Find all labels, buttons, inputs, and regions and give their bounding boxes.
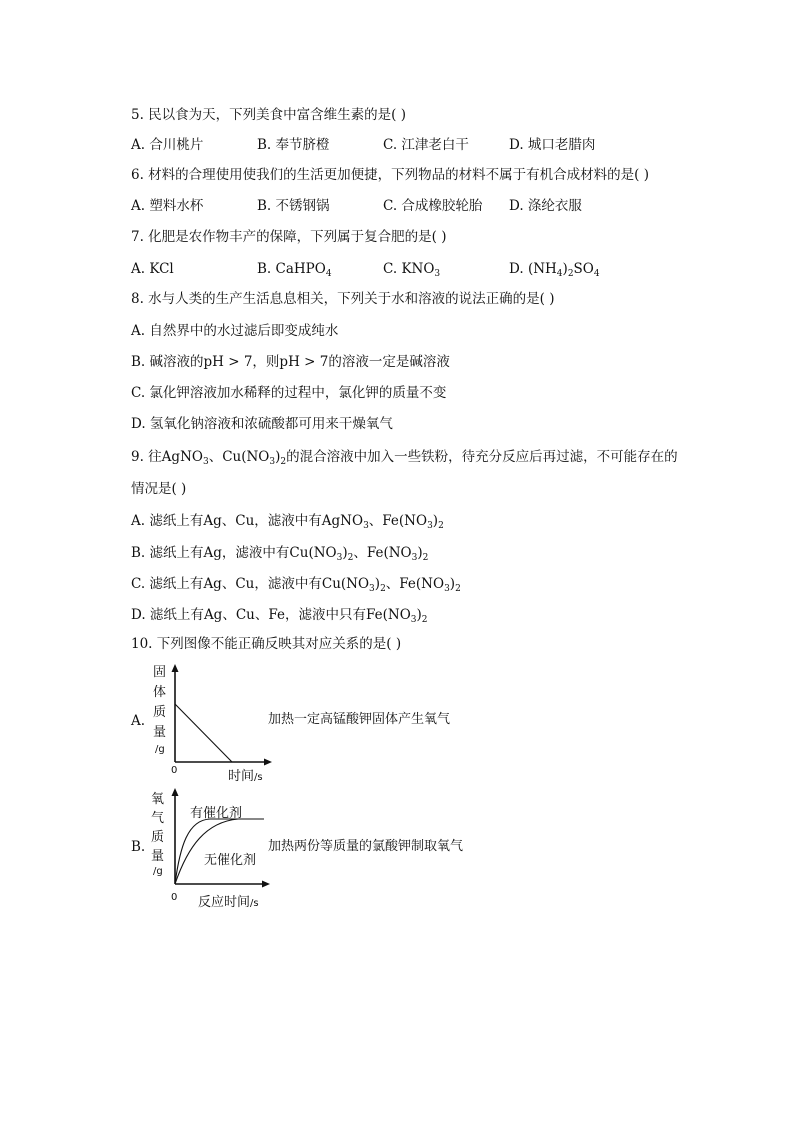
- q9-option-d: D. 滤纸上有Ag、Cu、Fe，滤液中只有$Fe(NO_3)_2$: [131, 607, 428, 625]
- graph-b-curve1-label: 有催化剂: [190, 806, 243, 821]
- q9-option-a: A. 滤纸上有Ag、Cu，滤液中有AgNO$_3$、$Fe(NO_3)_2$: [131, 513, 444, 531]
- graph-b-ylabel-1: 氧: [151, 792, 165, 807]
- graph-a-ylabel-1: 固: [153, 665, 167, 680]
- graph-b-ylabel-2: 气: [151, 811, 165, 826]
- graph-b-yunit: /g: [153, 866, 163, 877]
- q9-option-c: C. 滤纸上有Ag、Cu，滤液中有$Cu(NO_3)_2$、$Fe(NO_3)_2$: [131, 576, 461, 594]
- q6-option-d: D. 涤纶衣服: [509, 198, 582, 214]
- q5-option-c: C. 江津老白干: [383, 137, 469, 153]
- graph-a-y-arrow: [172, 664, 179, 672]
- graph-b-curve-catalyst: [175, 819, 264, 884]
- q7-stem: 7. 化肥是农作物丰产的保障，下列属于复合肥的是( ): [131, 229, 447, 245]
- graph-b-curve2-label: 无催化剂: [204, 853, 257, 868]
- q6-option-b: B. 不锈钢锅: [257, 198, 330, 214]
- q6-stem: 6. 材料的合理使用使我们的生活更加便捷，下列物品的材料不属于有机合成材料的是( ): [131, 167, 649, 183]
- graph-b-curve-no-catalyst: [175, 819, 264, 884]
- graph-a-origin: 0: [171, 765, 178, 776]
- graph-b-ylabel-4: 量: [151, 849, 165, 864]
- q9-stem: 9. 往AgNO$_3$、$Cu(NO_3)_2$的混合溶液中加入一些铁粉，待充分反应后再过滤，不可能存在的: [131, 449, 678, 467]
- q7-option-c: C. $KNO_3$: [383, 261, 441, 279]
- graph-a-ylabel-3: 质: [153, 705, 167, 720]
- q7-option-d: D. $(NH_4)_2SO_4$: [509, 261, 600, 279]
- graph-b-y-arrow: [172, 788, 179, 796]
- graph-a-yunit: /g: [155, 744, 165, 755]
- q8-option-c: C. 氯化钾溶液加水稀释的过程中，氯化钾的质量不变: [131, 385, 447, 401]
- q10-stem: 10. 下列图像不能正确反映其对应关系的是( ): [131, 636, 402, 652]
- q7-option-a: A. KCl: [131, 261, 174, 277]
- q8-stem: 8. 水与人类的生产生活息息相关，下列关于水和溶液的说法正确的是( ): [131, 291, 555, 307]
- graph-a-ylabel-4: 量: [153, 725, 167, 740]
- graph-b-origin: 0: [171, 892, 178, 903]
- graph-a-axes: [166, 662, 276, 768]
- q10-option-b-desc: 加热两份等质量的氯酸钾制取氧气: [268, 839, 464, 854]
- q10-option-a-desc: 加热一定高锰酸钾固体产生氧气: [268, 712, 451, 727]
- q9-stem-line2: 情况是( ): [131, 481, 187, 497]
- q10-option-a-label: A.: [131, 713, 146, 729]
- graph-b-axes: [166, 786, 276, 892]
- q9-option-b: B. 滤纸上有Ag，滤液中有$Cu(NO_3)_2$、$Fe(NO_3)_2$: [131, 545, 429, 563]
- q6-option-a: A. 塑料水杯: [131, 198, 204, 214]
- graph-a-line: [175, 704, 232, 762]
- graph-a-ylabel-2: 体: [153, 685, 167, 700]
- graph-b-ylabel-3: 质: [151, 830, 165, 845]
- graph-b-xlabel: 反应时间/s: [198, 895, 259, 910]
- q5-option-a: A. 合川桃片: [131, 137, 204, 153]
- q8-option-b: B. 碱溶液的pH > 7，则pH > 7的溶液一定是碱溶液: [131, 354, 450, 370]
- q5-option-b: B. 奉节脐橙: [257, 137, 330, 153]
- graph-a-x-arrow: [264, 759, 272, 766]
- q8-option-a: A. 自然界中的水过滤后即变成纯水: [131, 323, 339, 339]
- graph-b-x-arrow: [262, 881, 270, 888]
- q7-option-b: B. CaHPO$_4$: [257, 261, 332, 279]
- graph-a-xlabel: 时间/s: [228, 769, 263, 784]
- q5-option-d: D. 城口老腊肉: [509, 137, 596, 153]
- q6-option-c: C. 合成橡胶轮胎: [383, 198, 483, 214]
- q8-option-d: D. 氢氧化钠溶液和浓硫酸都可用来干燥氧气: [131, 416, 393, 432]
- q10-option-b-label: B.: [131, 839, 146, 855]
- q5-stem: 5. 民以食为天，下列美食中富含维生素的是( ): [131, 107, 406, 123]
